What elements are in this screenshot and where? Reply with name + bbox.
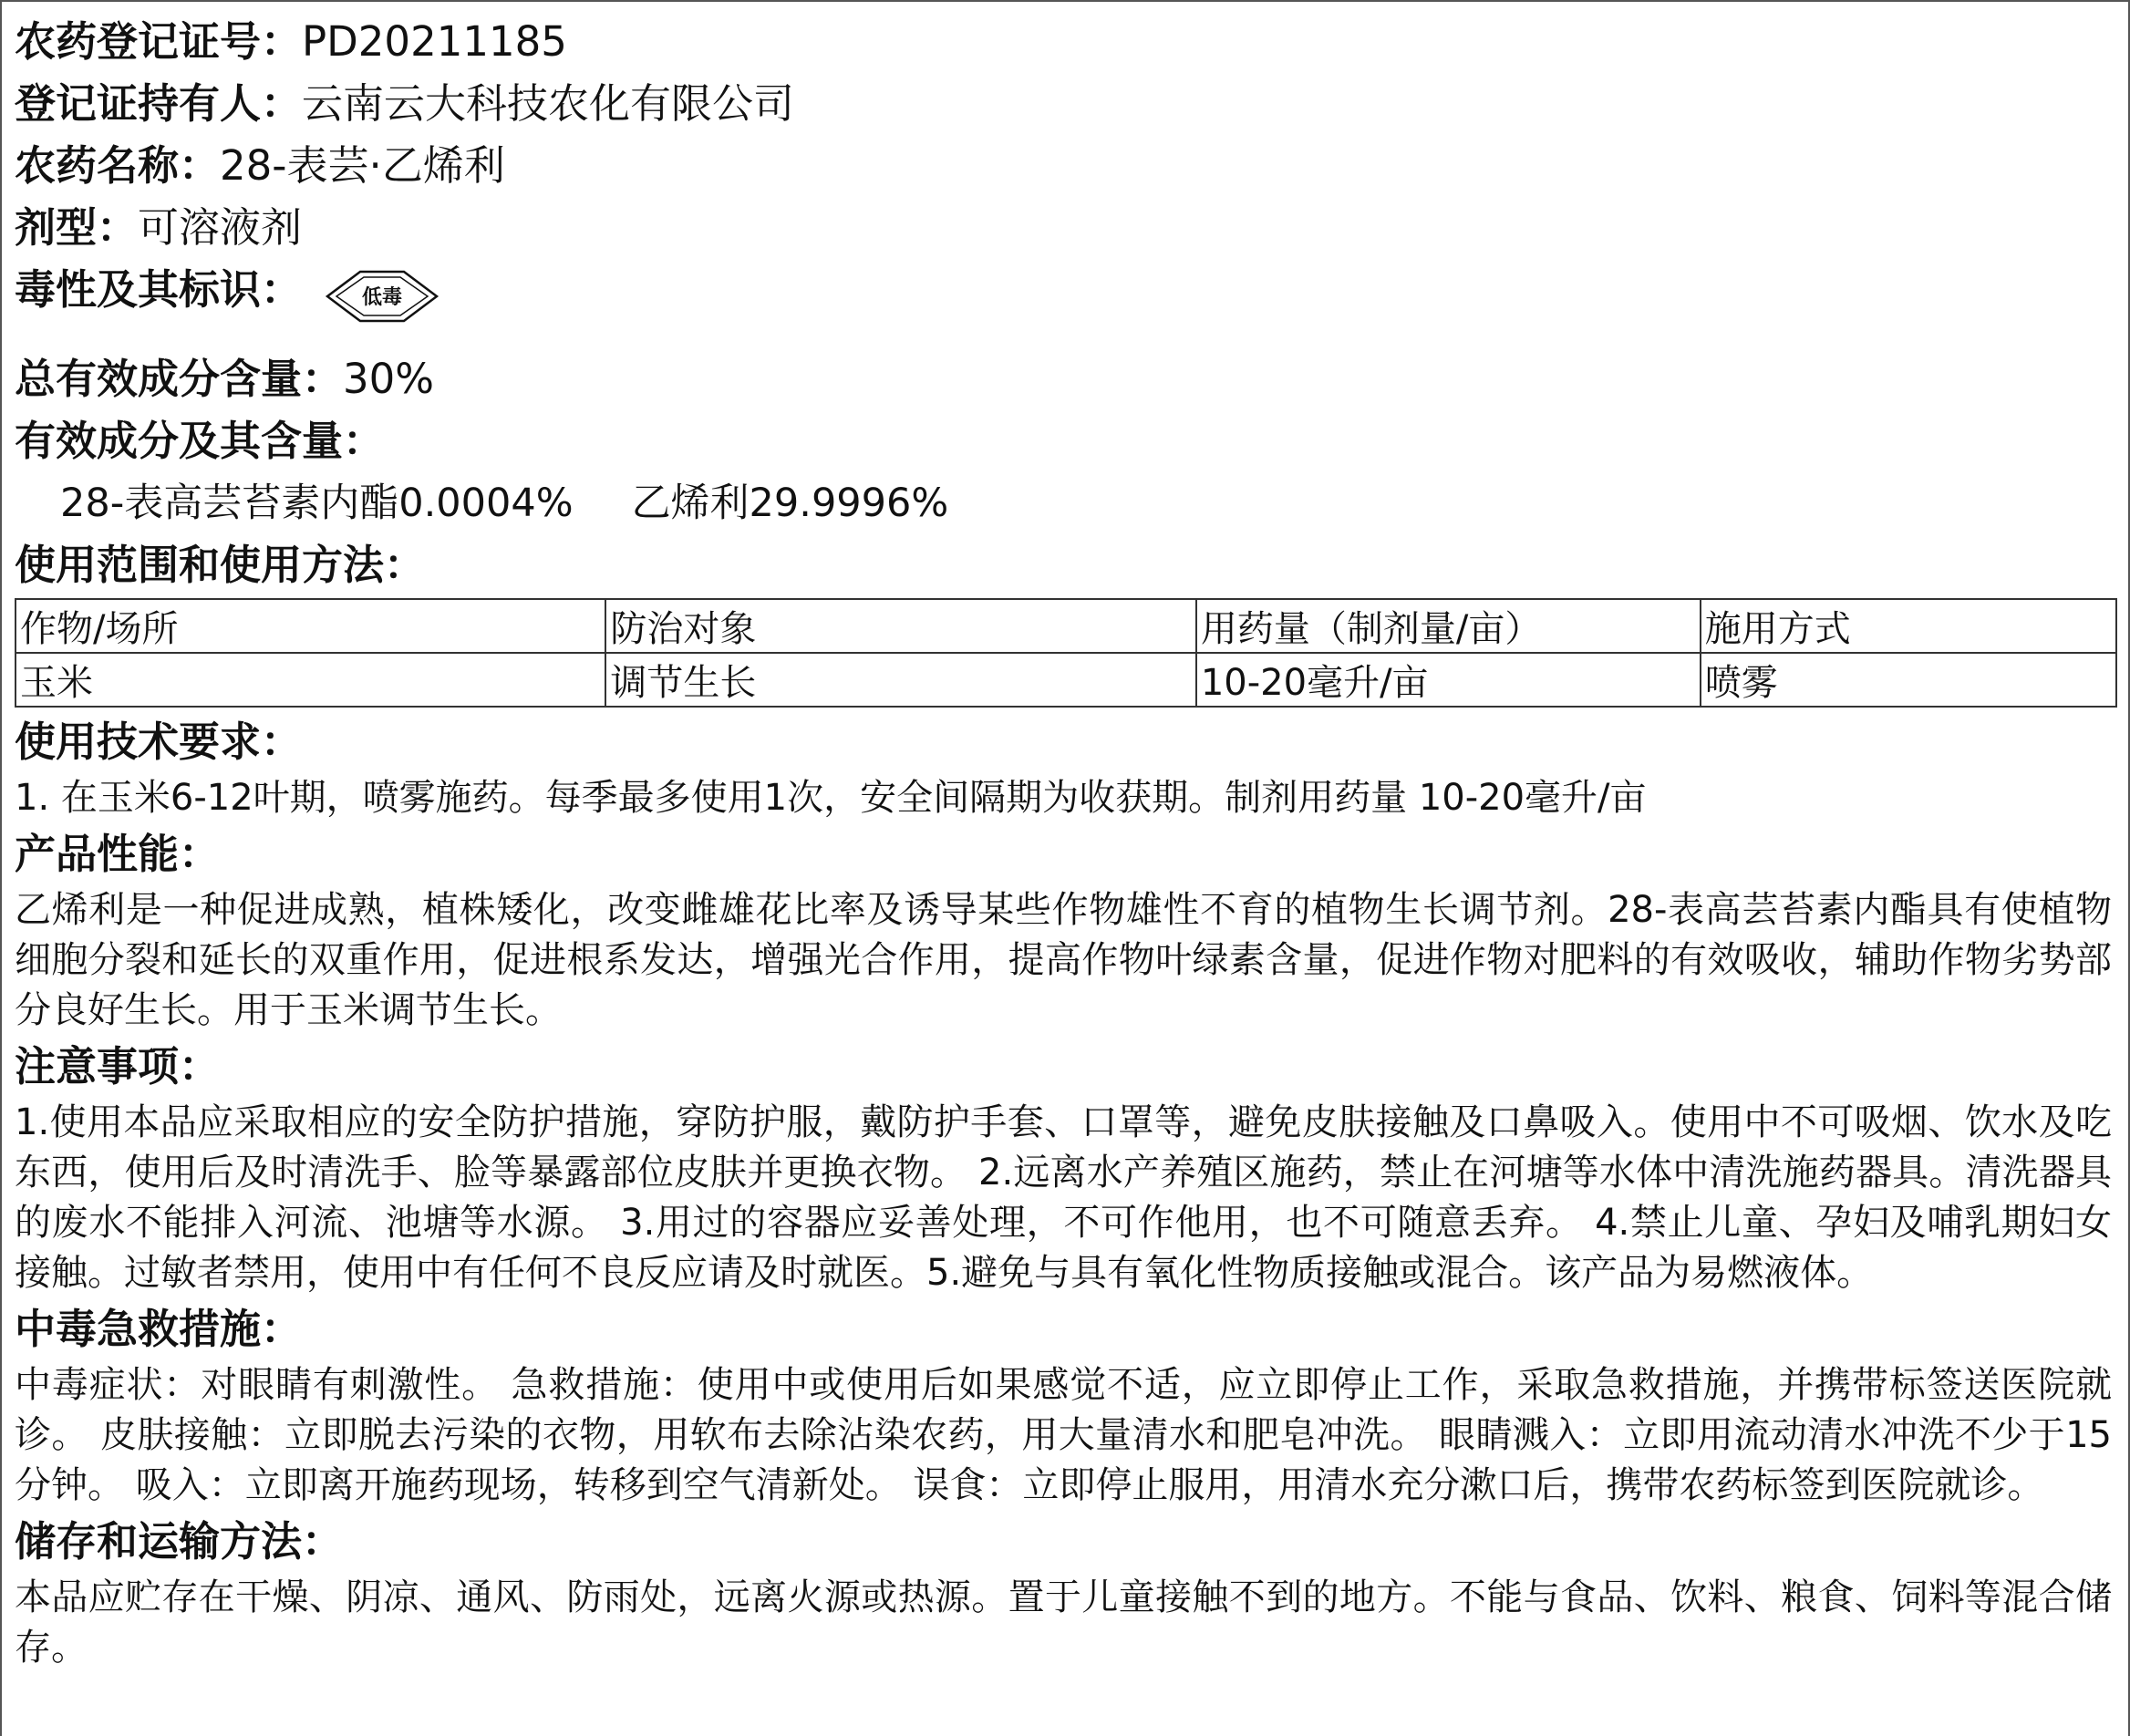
table-cell: 调节生长 bbox=[605, 653, 1195, 707]
table-header-cell: 作物/场所 bbox=[16, 599, 605, 653]
formulation-value: 可溶液剂 bbox=[138, 203, 303, 252]
table-header-row bbox=[16, 599, 2116, 653]
registration-row bbox=[15, 11, 2117, 73]
table-cell: 喷雾 bbox=[1701, 653, 2116, 707]
cautions-text: 1.使用本品应采取相应的安全防护措施，穿防护服，戴防护手套、口罩等，避免皮肤接触及口鼻吸入。使用中不可吸烟、饮水及吃东西，使用后及时清洗手、脸等暴露部位皮肤并更换衣物。 2.远离水产养殖区施药，禁止在河塘等水体中清洗施药器具。清洗器具的废水不能排入河流、池塘等水源。 3.用过的容器应妥善处理，不可作他用，也不可随意丢弃。 4.禁止儿童、孕妇及哺乳期妇女接触。过敏者禁用，使用中有任何不良反应请及时就医。5.避免与具有氧化性物质接触或混合。该产品为易燃液体。 bbox=[15, 1101, 2112, 1294]
performance-text: 乙烯利是一种促进成熟，植株矮化，改变雌雄花比率及诱导某些作物雄性不育的植物生长调节剂。28-表高芸苔素内酯具有使植物细胞分裂和延长的双重作用，促进根系发达，增强光合作用，提高作物叶绿素含量，促进作物对肥料的有效吸收，辅助作物劣势部分良好生长。用于玉米调节生长。 bbox=[15, 889, 2112, 1031]
formulation-label: 剂型： bbox=[15, 203, 139, 252]
performance-heading: 产品性能： bbox=[15, 830, 221, 878]
usage-heading: 使用范围和使用方法： bbox=[15, 541, 426, 589]
ingredient-item: 28-表高芸苔素内酯0.0004% bbox=[60, 480, 574, 526]
name-value: 28-表芸·乙烯利 bbox=[220, 141, 505, 190]
usage-table bbox=[15, 598, 2117, 708]
first-aid-text: 中毒症状：对眼睛有刺激性。 急救措施：使用中或使用后如果感觉不适，应立即停止工作，采取急救措施，并携带标签送医院就诊。 皮肤接触：立即脱去污染的衣物，用软布去除沾染农药，用大量清水和肥皂冲洗。 眼睛溅入：立即用流动清水冲洗不少于15分钟。 吸入：立即离开施药现场，转移到空气清新处。 误食：立即停止服用，用清水充分漱口后，携带农药标签到医院就诊。 bbox=[15, 1364, 2112, 1506]
ingredients-list bbox=[15, 472, 2117, 534]
holder-label: 登记证持有人： bbox=[15, 79, 303, 128]
total-content-value: 30% bbox=[343, 355, 435, 403]
storage-text: 本品应贮存在干燥、阴凉、通风、防雨处，远离火源或热源。置于儿童接触不到的地方。不能与食品、饮料、粮食、饲料等混合储存。 bbox=[15, 1576, 2112, 1669]
table-row bbox=[16, 653, 2116, 707]
registration-label: 农药登记证号： bbox=[15, 17, 303, 66]
toxicity-row bbox=[15, 259, 2117, 348]
cautions-heading: 注意事项： bbox=[15, 1042, 221, 1090]
total-content-row bbox=[15, 348, 2117, 410]
low-toxicity-diamond-icon bbox=[324, 268, 440, 342]
first-aid-heading: 中毒急救措施： bbox=[15, 1305, 303, 1353]
formulation-row bbox=[15, 197, 2117, 259]
table-header-cell: 防治对象 bbox=[605, 599, 1195, 653]
table-header-cell: 用药量（制剂量/亩） bbox=[1196, 599, 1701, 653]
tech-heading: 使用技术要求： bbox=[15, 718, 303, 766]
table-cell: 10-20毫升/亩 bbox=[1196, 653, 1701, 707]
table-header-cell: 施用方式 bbox=[1701, 599, 2116, 653]
name-row bbox=[15, 135, 2117, 197]
ingredients-heading: 有效成分及其含量： bbox=[15, 417, 385, 465]
holder-value: 云南云大科技农化有限公司 bbox=[302, 79, 795, 128]
name-label: 农药名称： bbox=[15, 141, 221, 190]
ingredient-item: 乙烯利29.9996% bbox=[631, 480, 949, 526]
registration-value: PD20211185 bbox=[302, 17, 567, 66]
table-cell: 玉米 bbox=[16, 653, 605, 707]
tech-text: 1. 在玉米6-12叶期，喷雾施药。每季最多使用1次，安全间隔期为收获期。制剂用药量 10-20毫升/亩 bbox=[15, 777, 1647, 819]
total-content-label: 总有效成分含量： bbox=[15, 355, 344, 403]
toxicity-badge-text: 低毒 bbox=[362, 285, 403, 309]
storage-heading: 储存和运输方法： bbox=[15, 1517, 344, 1566]
toxicity-label: 毒性及其标识： bbox=[15, 265, 303, 314]
holder-row bbox=[15, 73, 2117, 135]
